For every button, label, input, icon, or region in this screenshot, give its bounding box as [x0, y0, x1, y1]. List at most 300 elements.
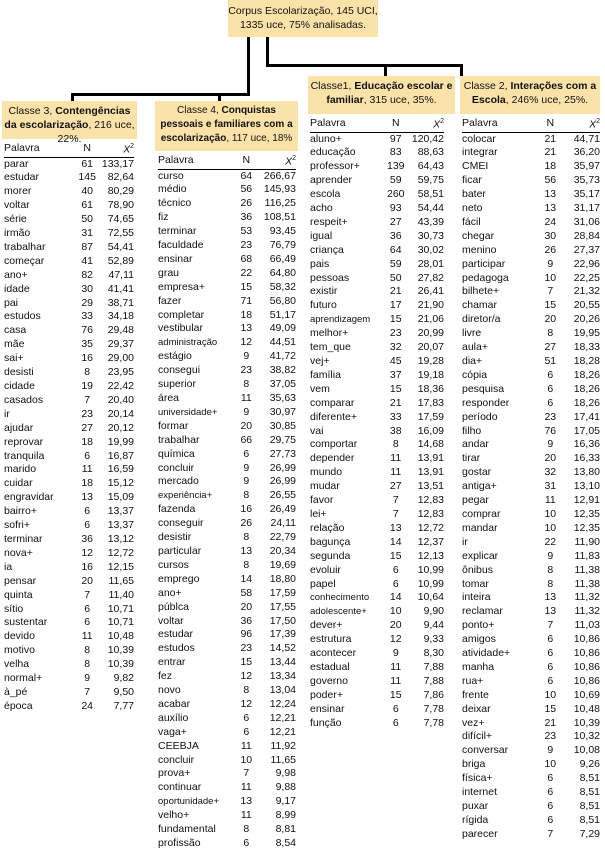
- chi-square-cell: 80,29: [107, 185, 134, 198]
- chi-square-cell: 19,95: [573, 327, 600, 340]
- word-cell: oportunidade+: [158, 796, 220, 808]
- table-row: [4, 408, 134, 422]
- chi-square-cell: 17,39: [269, 628, 296, 641]
- chi-square-cell: 59,75: [417, 174, 444, 187]
- chi-square-cell: 12,15: [107, 560, 134, 573]
- word-cell: completar: [158, 308, 205, 321]
- word-cell: reprovar: [4, 435, 44, 448]
- n-cell: 15: [240, 280, 253, 293]
- table-row: [158, 642, 296, 656]
- chi-square-cell: 23,95: [107, 366, 134, 379]
- table-row: [462, 355, 600, 369]
- word-cell: particular: [158, 544, 202, 557]
- table-row: [4, 477, 134, 491]
- table-row: [4, 672, 134, 686]
- word-cell: bilhete+: [462, 285, 500, 298]
- chi-square-cell: 17,55: [269, 600, 296, 613]
- n-cell: 8: [84, 658, 91, 671]
- classe3-table: [4, 140, 134, 714]
- chi-symbol: X: [123, 143, 131, 156]
- chi-square-cell: 9,33: [423, 633, 444, 646]
- n-cell: 11: [390, 660, 402, 673]
- n-cell: 9: [243, 350, 250, 363]
- table-row: [310, 327, 444, 341]
- table-row: [462, 800, 600, 814]
- chi-square-cell: 49,09: [269, 322, 296, 335]
- table-row: [462, 230, 600, 244]
- word-cell: ensinar: [158, 252, 193, 265]
- table-row: [462, 591, 600, 605]
- connector-left-bar: [71, 93, 250, 96]
- table-row: [4, 227, 134, 241]
- table-row: [462, 661, 600, 675]
- word-cell: acabar: [158, 697, 191, 710]
- header-word: Palavra: [4, 140, 77, 157]
- chi-square-cell: 18,26: [573, 382, 600, 395]
- table-row: [158, 698, 296, 712]
- word-cell: estudar: [158, 628, 194, 641]
- word-cell: mãe: [4, 338, 25, 351]
- chi-square-cell: 14,68: [417, 438, 444, 451]
- table-row: [4, 575, 134, 589]
- chi-square-cell: 22,79: [269, 531, 296, 544]
- chi-square-cell: 13,51: [417, 480, 444, 493]
- table-row: [158, 267, 296, 281]
- word-cell: sofri+: [4, 519, 30, 532]
- n-cell: 6: [392, 716, 399, 729]
- table-row: [462, 285, 600, 299]
- table-row: [462, 327, 600, 341]
- header-chi-square: [406, 115, 444, 132]
- chi-square-cell: 26,49: [269, 503, 296, 516]
- table-row: [462, 703, 600, 717]
- classe1-prefix: Classe1,: [310, 80, 355, 92]
- word-cell: evoluir: [310, 563, 341, 576]
- chi-square-cell: 20,07: [417, 341, 444, 354]
- table-row: [4, 352, 134, 366]
- table-row: [462, 425, 600, 439]
- n-cell: 16: [81, 352, 94, 365]
- chi-square-cell: 44,71: [573, 132, 600, 145]
- chi-square-cell: 19,18: [417, 368, 444, 381]
- word-cell: respeit+: [310, 215, 348, 228]
- word-cell: dever+: [310, 619, 343, 632]
- n-cell: 7: [547, 619, 554, 632]
- word-cell: velho+: [158, 809, 190, 822]
- n-cell: 8: [243, 531, 250, 544]
- n-cell: 51: [544, 355, 557, 367]
- n-cell: 7: [84, 588, 91, 601]
- n-cell: 11: [240, 809, 252, 822]
- word-cell: pessoas: [310, 271, 350, 284]
- word-cell: filho: [462, 424, 482, 437]
- word-cell: vez+: [462, 716, 485, 729]
- chi-square-cell: 22,42: [107, 380, 134, 392]
- table-row: [4, 519, 134, 533]
- n-cell: 12: [240, 336, 253, 349]
- word-cell: curso: [158, 169, 184, 182]
- n-cell: 29: [81, 296, 94, 309]
- word-cell: auxílio: [158, 711, 189, 724]
- word-cell: casa: [4, 324, 27, 337]
- chi-square-cell: 13,34: [269, 670, 296, 683]
- header-n: N: [235, 152, 257, 169]
- word-cell: área: [158, 392, 180, 404]
- word-cell: entrar: [158, 656, 186, 669]
- table-row: [462, 772, 600, 786]
- n-cell: 76: [81, 324, 94, 337]
- word-cell: vaga+: [158, 725, 187, 738]
- chi-square-cell: 10,48: [573, 702, 600, 715]
- connector-right-trunk: [266, 37, 269, 67]
- table-row: [310, 174, 444, 188]
- n-cell: 33: [81, 310, 94, 323]
- word-cell: comparar: [310, 396, 355, 409]
- table-row: [462, 814, 600, 828]
- word-cell: mercado: [158, 475, 199, 488]
- word-cell: devido: [4, 630, 35, 643]
- table-row: [4, 338, 134, 352]
- n-cell: 10: [240, 753, 253, 766]
- word-cell: briga: [462, 758, 486, 771]
- chi-square-cell: 17,59: [269, 586, 296, 599]
- word-cell: professor+: [310, 160, 360, 173]
- table-row: [158, 225, 296, 239]
- n-cell: 8: [243, 558, 250, 571]
- chi-square-cell: 88,63: [417, 146, 444, 159]
- classe3-header: [2, 101, 137, 145]
- chi-square-cell: 16,36: [573, 438, 600, 451]
- classe3-table-wrap: [4, 140, 134, 714]
- chi-square-cell: 56,80: [269, 294, 296, 307]
- word-cell: aluno+: [310, 132, 342, 145]
- chi-square-cell: 16,59: [107, 463, 134, 476]
- chi-square-cell: 108,51: [263, 211, 296, 224]
- table-row: [158, 656, 296, 670]
- n-cell: 37: [389, 368, 402, 381]
- n-cell: 68: [240, 252, 253, 265]
- table-row: [310, 703, 444, 717]
- table-row: [462, 828, 600, 842]
- chi-square-cell: 12,35: [573, 521, 600, 534]
- word-cell: pais: [310, 257, 330, 270]
- table-row: [310, 717, 444, 731]
- chi-superscript: 2: [292, 155, 296, 162]
- n-cell: 24: [81, 699, 94, 712]
- chi-square-cell: 74,65: [107, 213, 134, 226]
- chi-square-cell: 20,55: [573, 299, 600, 312]
- n-cell: 7: [243, 767, 250, 780]
- word-cell: cópia: [462, 368, 488, 381]
- n-cell: 21: [544, 716, 557, 729]
- n-cell: 10: [544, 758, 557, 771]
- word-cell: aprendizagem: [310, 314, 371, 326]
- chi-square-cell: 7,86: [423, 688, 444, 701]
- n-cell: 8: [547, 327, 554, 340]
- table-row: [158, 795, 296, 809]
- word-cell: trabalhar: [158, 433, 200, 446]
- word-cell: participar: [462, 257, 506, 270]
- word-cell: governo: [310, 674, 348, 687]
- chi-square-cell: 7,78: [423, 716, 444, 729]
- table-row: [4, 616, 134, 630]
- n-cell: 18: [81, 435, 94, 448]
- word-cell: cursos: [158, 558, 189, 571]
- word-cell: públca: [158, 600, 189, 613]
- n-cell: 8: [243, 684, 250, 697]
- n-cell: 15: [544, 702, 557, 715]
- chi-square-cell: 16,09: [417, 424, 444, 437]
- table-row: [462, 480, 600, 494]
- chi-square-cell: 10,71: [107, 616, 134, 629]
- header-chi-square: [561, 115, 600, 132]
- table-row: [158, 239, 296, 253]
- table-row: [462, 132, 600, 146]
- n-cell: 13: [544, 605, 557, 618]
- n-cell: 76: [544, 424, 557, 437]
- n-cell: 6: [84, 616, 91, 629]
- n-cell: 9: [243, 405, 250, 418]
- chi-square-cell: 11,32: [574, 591, 600, 604]
- chi-square-cell: 22,25: [573, 271, 600, 284]
- n-cell: 14: [389, 591, 402, 604]
- chi-square-cell: 29,48: [107, 324, 134, 337]
- chi-symbol: X: [433, 118, 441, 131]
- table-row: [462, 633, 600, 647]
- chi-square-cell: 10,99: [417, 577, 444, 590]
- n-cell: 15: [389, 313, 402, 326]
- classe2-suffix: , 246% uce, 25%.: [505, 94, 589, 106]
- table-row: [310, 466, 444, 480]
- n-cell: 87: [81, 240, 94, 253]
- table-row: [4, 450, 134, 464]
- n-cell: 9: [84, 672, 91, 685]
- n-cell: 260: [386, 188, 405, 201]
- chi-square-cell: 11,92: [270, 739, 296, 752]
- table-row: [158, 587, 296, 601]
- chi-square-cell: 21,06: [417, 313, 444, 326]
- n-cell: 38: [389, 424, 402, 437]
- classe2-table: [462, 115, 600, 842]
- n-cell: 33: [389, 410, 402, 423]
- root-corpus-box: [228, 0, 378, 37]
- n-cell: 6: [392, 702, 399, 715]
- chi-square-cell: 72,55: [107, 227, 134, 240]
- chi-square-cell: 9,50: [113, 685, 134, 698]
- table-row: [4, 283, 134, 297]
- table-row: [462, 466, 600, 480]
- word-cell: tem_que: [310, 341, 351, 354]
- table-row: [158, 837, 296, 851]
- chi-square-cell: 12,37: [417, 535, 444, 548]
- word-cell: mudar: [310, 480, 340, 493]
- word-cell: gostar: [462, 466, 492, 479]
- table-row: [4, 658, 134, 672]
- word-cell: ir: [4, 407, 10, 420]
- chi-square-cell: 19,69: [269, 558, 296, 571]
- word-cell: cidade: [4, 380, 35, 392]
- n-cell: 24: [544, 215, 557, 228]
- table-row: [462, 744, 600, 758]
- word-cell: neto: [462, 202, 483, 215]
- word-cell: velha: [4, 658, 30, 671]
- word-cell: comprar: [462, 507, 501, 520]
- n-cell: 10: [544, 688, 557, 701]
- table-row: [158, 434, 296, 448]
- n-cell: 93: [389, 202, 402, 215]
- word-cell: física+: [462, 772, 493, 785]
- word-cell: inteira: [462, 591, 491, 604]
- word-cell: ônibus: [462, 563, 493, 576]
- chi-square-cell: 20,40: [107, 393, 134, 406]
- n-cell: 23: [81, 407, 94, 420]
- chi-square-cell: 12,35: [573, 507, 600, 520]
- table-row: [462, 369, 600, 383]
- chi-square-cell: 8,51: [579, 800, 600, 812]
- n-cell: 36: [240, 211, 253, 224]
- n-cell: 36: [81, 532, 94, 545]
- word-cell: menino: [462, 243, 497, 256]
- table-row: [310, 619, 444, 633]
- table-row: [4, 505, 134, 519]
- table-row: [310, 578, 444, 592]
- word-cell: voltar: [158, 614, 184, 627]
- chi-square-cell: 9,90: [423, 605, 444, 618]
- table-row: [158, 281, 296, 295]
- word-cell: consegui: [158, 364, 201, 377]
- word-cell: vem: [310, 382, 330, 395]
- word-cell: experiência+: [158, 490, 213, 502]
- n-cell: 13: [544, 202, 557, 215]
- n-cell: 12: [240, 697, 253, 710]
- table-row: [4, 589, 134, 603]
- table-row: [462, 647, 600, 661]
- n-cell: 8: [243, 378, 250, 391]
- table-row: [158, 197, 296, 211]
- table-row: [4, 422, 134, 436]
- word-cell: bairro+: [4, 505, 37, 518]
- word-cell: responder: [462, 396, 510, 409]
- n-cell: 9: [243, 475, 250, 488]
- chi-square-cell: 30,97: [269, 405, 296, 418]
- n-cell: 6: [547, 647, 554, 660]
- root-line-2: 1335 uce, 75% analisadas.: [239, 19, 367, 31]
- chi-symbol: X: [285, 155, 293, 168]
- word-cell: poder+: [310, 688, 343, 701]
- chi-square-cell: 7,78: [423, 702, 444, 715]
- word-cell: técnico: [158, 197, 192, 210]
- word-cell: família: [310, 368, 341, 381]
- word-cell: estrutura: [310, 633, 352, 646]
- word-cell: marido: [4, 463, 37, 476]
- chi-square-cell: 17,41: [573, 410, 600, 423]
- chi-square-cell: 20,12: [107, 421, 134, 434]
- table-row: [158, 503, 296, 517]
- word-cell: dia+: [462, 355, 483, 367]
- chi-square-cell: 8,99: [275, 809, 296, 822]
- n-cell: 6: [84, 519, 91, 532]
- n-cell: 35: [81, 338, 94, 351]
- n-cell: 8: [243, 823, 250, 836]
- chi-square-cell: 44,51: [269, 336, 296, 349]
- n-cell: 96: [240, 628, 253, 641]
- word-cell: mandar: [462, 521, 498, 534]
- table-row: [462, 717, 600, 731]
- classe1-suffix: , 315 uce, 35%.: [363, 94, 437, 106]
- word-cell: administração: [158, 337, 218, 349]
- word-cell: quinta: [4, 588, 33, 601]
- n-cell: 6: [243, 837, 250, 849]
- chi-square-cell: 12,13: [417, 549, 444, 562]
- table-row: [462, 188, 600, 202]
- table-row: [462, 411, 600, 425]
- n-cell: 6: [84, 449, 91, 462]
- table-row: [310, 675, 444, 689]
- chi-square-cell: 133,17: [101, 157, 134, 170]
- table-row: [158, 517, 296, 531]
- n-cell: 14: [389, 535, 402, 548]
- word-cell: antiga+: [462, 480, 497, 493]
- chi-square-cell: 13,10: [573, 480, 600, 493]
- classe3-suffix: , 216 uce, 22%.: [57, 119, 135, 145]
- word-cell: estadual: [310, 660, 350, 673]
- chi-square-cell: 35,63: [269, 392, 296, 404]
- word-cell: diretor/a: [462, 313, 501, 326]
- chi-square-cell: 13,12: [107, 532, 134, 545]
- chi-square-cell: 9,98: [275, 767, 296, 780]
- n-cell: 31: [544, 480, 557, 493]
- table-row: [462, 313, 600, 327]
- table-row: [310, 633, 444, 647]
- n-cell: 83: [389, 146, 402, 159]
- n-cell: 26: [544, 243, 557, 256]
- word-cell: desistir: [158, 531, 192, 544]
- n-cell: 6: [547, 813, 554, 826]
- n-cell: 27: [544, 341, 557, 354]
- chi-square-cell: 26,99: [269, 461, 296, 474]
- word-cell: adolescente+: [310, 606, 367, 618]
- chi-square-cell: 12,72: [107, 546, 134, 559]
- n-cell: 23: [240, 239, 253, 252]
- word-cell: continuar: [158, 781, 202, 794]
- table-row: [4, 561, 134, 575]
- chi-square-cell: 10,86: [573, 660, 600, 673]
- table-row: [310, 341, 444, 355]
- word-cell: nova+: [4, 546, 33, 559]
- n-cell: 45: [389, 355, 402, 367]
- root-line-1: Corpus Escolarização, 145 UCI,: [228, 5, 378, 17]
- chi-square-cell: 10,86: [573, 633, 600, 646]
- chi-square-cell: 18,80: [269, 572, 296, 585]
- chi-square-cell: 10,39: [107, 644, 134, 657]
- word-cell: sítio: [4, 602, 24, 615]
- chi-square-cell: 36,20: [573, 146, 600, 159]
- n-cell: 13: [240, 322, 253, 335]
- word-cell: motivo: [4, 644, 35, 657]
- classe2-prefix: Classe 2,: [463, 80, 511, 92]
- word-cell: engravidar: [4, 491, 54, 504]
- chi-square-cell: 21,32: [573, 285, 600, 298]
- chi-square-cell: 20,26: [573, 313, 600, 326]
- n-cell: 21: [389, 396, 402, 409]
- n-cell: 11: [390, 466, 402, 479]
- word-cell: morer: [4, 185, 32, 198]
- classe4-suffix: , 117 uce, 18%: [226, 133, 293, 144]
- chi-square-cell: 18,33: [573, 341, 600, 354]
- word-cell: mundo: [310, 466, 343, 479]
- chi-square-cell: 11,65: [108, 574, 134, 587]
- n-cell: 59: [389, 257, 402, 270]
